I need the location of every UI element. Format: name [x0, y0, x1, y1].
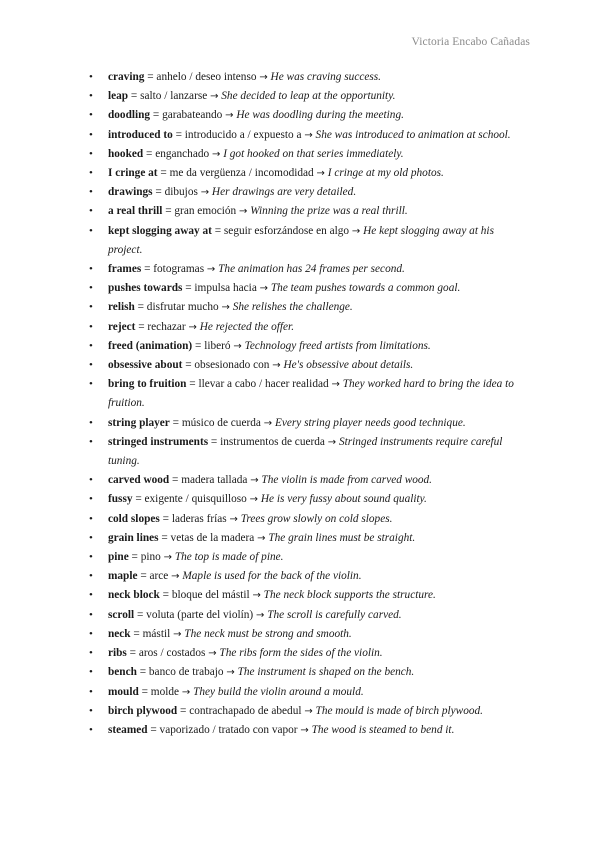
- vocab-term: birch plywood: [108, 704, 178, 717]
- arrow-right-icon: →: [331, 379, 340, 391]
- vocab-example: He's obsessive about details.: [283, 359, 414, 372]
- vocab-term: neck: [108, 627, 131, 640]
- vocab-translation: = obsesionado con: [182, 359, 273, 372]
- bullet-icon: •: [89, 320, 93, 333]
- arrow-right-icon: →: [206, 264, 216, 276]
- vocab-example: He rejected the offer.: [199, 320, 295, 333]
- vocab-term: craving: [108, 71, 145, 83]
- vocab-term: stringed instruments: [108, 435, 209, 448]
- arrow-right-icon: →: [300, 724, 309, 736]
- vocab-term: fussy: [108, 493, 133, 506]
- vocab-example: She relishes the challenge.: [232, 301, 353, 314]
- vocab-translation: = me da vergüenza / incomodidad: [157, 167, 317, 180]
- vocab-term: scroll: [108, 608, 135, 621]
- vocab-example: The grain lines must be straight.: [268, 531, 416, 544]
- arrow-right-icon: →: [211, 148, 221, 160]
- vocab-item: [76, 490, 528, 509]
- vocab-item: [76, 279, 528, 298]
- vocab-term: bench: [108, 666, 137, 679]
- vocab-example: He was craving success.: [270, 71, 381, 83]
- arrow-right-icon: →: [351, 225, 361, 237]
- vocab-example: The wood is steamed to bend it.: [311, 723, 455, 736]
- bullet-icon: •: [89, 282, 93, 295]
- bullet-icon: •: [89, 647, 93, 660]
- bullet-icon: •: [89, 71, 93, 83]
- vocab-translation: = vetas de la madera: [158, 531, 258, 544]
- bullet-icon: •: [89, 263, 93, 276]
- vocab-translation: = instrumentos de cuerda: [208, 435, 328, 448]
- vocab-translation: = llevar a cabo / hacer realidad: [186, 378, 332, 391]
- arrow-right-icon: →: [252, 590, 261, 602]
- vocab-translation: = impulsa hacia: [182, 282, 260, 295]
- arrow-right-icon: →: [229, 513, 238, 525]
- arrow-right-icon: →: [255, 609, 265, 621]
- vocab-term: string player: [108, 416, 170, 429]
- bullet-icon: •: [89, 186, 93, 199]
- vocab-example: The neck must be strong and smooth.: [184, 627, 352, 640]
- vocab-term: I cringe at: [108, 167, 158, 180]
- vocab-example: She was introduced to animation at school.: [315, 128, 511, 141]
- arrow-right-icon: →: [259, 72, 268, 83]
- vocab-term: freed (animation): [108, 339, 193, 352]
- vocab-example: Stringed instruments require careful tuning.: [108, 435, 503, 468]
- vocab-item: [76, 606, 528, 625]
- vocab-example: Her drawings are very detailed.: [211, 186, 357, 199]
- vocab-example: I got hooked on that series immediately.: [223, 147, 404, 160]
- vocab-translation: = aros / costados: [126, 647, 209, 660]
- arrow-right-icon: →: [208, 648, 217, 660]
- arrow-right-icon: →: [304, 129, 313, 141]
- bullet-icon: •: [89, 301, 93, 314]
- bullet-icon: •: [89, 512, 93, 525]
- vocab-example: The instrument is shaped on the bench.: [237, 666, 415, 679]
- vocab-translation: = vaporizado / tratado con vapor: [147, 723, 301, 736]
- vocab-term: mould: [108, 685, 139, 698]
- vocab-translation: = madera tallada: [169, 474, 251, 487]
- vocab-translation: = dibujos: [152, 186, 201, 199]
- bullet-icon: •: [89, 435, 93, 448]
- bullet-icon: •: [89, 359, 93, 372]
- vocab-example: I cringe at my old photos.: [327, 167, 444, 180]
- bullet-icon: •: [89, 493, 93, 506]
- vocab-item: [76, 510, 528, 529]
- vocab-translation: = molde: [138, 685, 182, 698]
- vocab-translation: = arce: [137, 570, 172, 583]
- vocab-translation: = mástil: [130, 627, 174, 640]
- vocab-item: [76, 625, 528, 644]
- bullet-icon: •: [89, 531, 93, 544]
- vocab-term: reject: [108, 320, 136, 333]
- arrow-right-icon: →: [239, 206, 248, 218]
- bullet-icon: •: [89, 205, 93, 218]
- page-header-author: Victoria Encabo Cañadas: [411, 36, 530, 48]
- vocab-item: [76, 298, 528, 317]
- vocab-term: doodling: [108, 109, 151, 122]
- vocab-item: [76, 87, 528, 106]
- bullet-icon: •: [89, 666, 93, 679]
- vocab-translation: = voluta (parte del violín): [134, 608, 256, 621]
- arrow-right-icon: →: [171, 571, 180, 583]
- vocab-translation: = salto / lanzarse: [128, 90, 211, 103]
- vocab-translation: = seguir esforzándose en algo: [211, 224, 352, 237]
- arrow-right-icon: →: [272, 360, 281, 372]
- vocab-example: He kept slogging away at his project.: [108, 224, 494, 256]
- arrow-right-icon: →: [257, 532, 266, 544]
- vocab-item: [76, 433, 528, 471]
- arrow-right-icon: →: [327, 436, 337, 448]
- vocab-term: ribs: [108, 647, 127, 660]
- vocab-item: [76, 567, 528, 586]
- arrow-right-icon: →: [233, 340, 242, 352]
- bullet-icon: •: [89, 90, 93, 103]
- vocab-example: The top is made of pine.: [174, 551, 284, 564]
- bullet-icon: •: [89, 627, 93, 640]
- vocab-translation: = gran emoción: [162, 205, 240, 218]
- bullet-icon: •: [89, 167, 93, 180]
- arrow-right-icon: →: [181, 686, 191, 698]
- vocab-example: Trees grow slowly on cold slopes.: [240, 512, 393, 525]
- vocab-translation: = introducido a / expuesto a: [172, 128, 305, 141]
- vocab-term: leap: [108, 90, 129, 103]
- bullet-icon: •: [89, 704, 93, 717]
- arrow-right-icon: →: [316, 168, 325, 180]
- vocab-item: [76, 663, 528, 682]
- vocab-term: introduced to: [108, 128, 173, 141]
- vocab-example: Maple is used for the back of the violin.: [182, 570, 362, 583]
- vocab-term: steamed: [108, 723, 148, 736]
- vocab-term: drawings: [108, 186, 153, 199]
- vocab-term: a real thrill: [108, 205, 163, 218]
- vocab-item: [76, 164, 528, 183]
- vocab-term: bring to fruition: [108, 378, 187, 391]
- vocab-item: [76, 68, 528, 87]
- vocab-item: [76, 548, 528, 567]
- vocab-translation: = bloque del mástil: [159, 589, 253, 602]
- arrow-right-icon: →: [249, 494, 259, 506]
- bullet-icon: •: [89, 474, 93, 487]
- vocab-item: [76, 337, 528, 356]
- vocab-term: grain lines: [108, 531, 159, 544]
- vocab-item: [76, 644, 528, 663]
- vocab-translation: = disfrutar mucho: [134, 301, 222, 314]
- vocab-example: She decided to leap at the opportunity.: [221, 90, 396, 103]
- vocab-example: The mould is made of birch plywood.: [315, 704, 483, 717]
- bullet-icon: •: [89, 224, 93, 237]
- arrow-right-icon: →: [226, 667, 235, 679]
- vocab-item: [76, 145, 528, 164]
- vocab-example: The scroll is carefully carved.: [267, 608, 402, 621]
- vocab-item: [76, 471, 528, 490]
- vocab-item: [76, 106, 528, 125]
- vocab-term: maple: [108, 570, 138, 583]
- bullet-icon: •: [89, 551, 93, 564]
- arrow-right-icon: →: [304, 705, 313, 717]
- bullet-icon: •: [89, 109, 93, 122]
- vocab-term: kept slogging away at: [108, 224, 212, 237]
- vocab-item: [76, 126, 528, 145]
- vocab-translation: = contrachapado de abedul: [177, 704, 305, 717]
- vocab-translation: = rechazar: [135, 320, 189, 333]
- vocab-term: pushes towards: [108, 282, 183, 295]
- vocab-example: Every string player needs good technique.: [274, 416, 466, 429]
- vocab-item: [76, 702, 528, 721]
- vocab-translation: = laderas frías: [159, 512, 230, 525]
- arrow-right-icon: →: [163, 552, 173, 564]
- arrow-right-icon: →: [200, 187, 210, 199]
- bullet-icon: •: [89, 723, 93, 736]
- bullet-icon: •: [89, 570, 93, 583]
- vocab-term: neck block: [108, 589, 160, 602]
- vocab-translation: = fotogramas: [141, 263, 207, 276]
- vocab-term: frames: [108, 263, 142, 276]
- vocab-term: relish: [108, 301, 135, 314]
- vocab-item: [76, 375, 528, 413]
- bullet-icon: •: [89, 608, 93, 621]
- vocab-example: The ribs form the sides of the violin.: [219, 647, 383, 660]
- vocab-translation: = enganchado: [143, 147, 212, 160]
- vocab-term: pine: [108, 551, 129, 564]
- vocab-item: [76, 260, 528, 279]
- vocab-translation: = músico de cuerda: [169, 416, 264, 429]
- vocab-translation: = pino: [128, 551, 164, 564]
- vocabulary-list: [76, 68, 528, 740]
- arrow-right-icon: →: [225, 110, 234, 122]
- vocab-translation: = liberó: [192, 339, 234, 352]
- vocab-example: The violin is made from carved wood.: [261, 474, 433, 487]
- bullet-icon: •: [89, 416, 93, 429]
- vocab-example: Winning the prize was a real thrill.: [250, 205, 408, 218]
- vocab-example: The neck block supports the structure.: [263, 589, 436, 602]
- vocab-translation: = banco de trabajo: [136, 666, 227, 679]
- vocab-item: [76, 222, 528, 260]
- vocab-item: [76, 356, 528, 375]
- vocab-item: [76, 721, 528, 740]
- vocab-item: [76, 318, 528, 337]
- vocab-translation: = anhelo / deseo intenso: [144, 71, 260, 83]
- arrow-right-icon: →: [250, 475, 259, 487]
- arrow-right-icon: →: [221, 302, 230, 314]
- bullet-icon: •: [89, 378, 93, 391]
- arrow-right-icon: →: [210, 91, 219, 103]
- vocab-item: [76, 586, 528, 605]
- vocab-term: cold slopes: [108, 512, 160, 525]
- vocab-example: He is very fussy about sound quality.: [260, 493, 427, 506]
- vocab-item: [76, 529, 528, 548]
- vocab-example: He was doodling during the meeting.: [236, 109, 404, 122]
- arrow-right-icon: →: [259, 283, 269, 295]
- vocab-item: [76, 414, 528, 433]
- vocab-example: The animation has 24 frames per second.: [218, 263, 405, 276]
- vocab-example: They worked hard to bring the idea to fruition.: [108, 378, 514, 410]
- vocab-item: [76, 202, 528, 221]
- vocab-example: Technology freed artists from limitations.: [244, 339, 431, 352]
- bullet-icon: •: [89, 589, 93, 602]
- vocab-example: The team pushes towards a common goal.: [270, 282, 461, 295]
- arrow-right-icon: →: [188, 321, 197, 333]
- bullet-icon: •: [89, 147, 93, 160]
- vocab-term: hooked: [108, 147, 144, 160]
- vocab-translation: = exigente / quisquilloso: [132, 493, 250, 506]
- vocab-term: obsessive about: [108, 359, 183, 372]
- vocab-translation: = garabateando: [150, 109, 226, 122]
- arrow-right-icon: →: [173, 628, 182, 640]
- vocab-term: carved wood: [108, 474, 170, 487]
- arrow-right-icon: →: [263, 417, 273, 429]
- bullet-icon: •: [89, 339, 93, 352]
- bullet-icon: •: [89, 685, 93, 698]
- bullet-icon: •: [89, 128, 93, 141]
- vocab-item: [76, 683, 528, 702]
- vocab-example: They build the violin around a mould.: [193, 685, 364, 698]
- vocab-item: [76, 183, 528, 202]
